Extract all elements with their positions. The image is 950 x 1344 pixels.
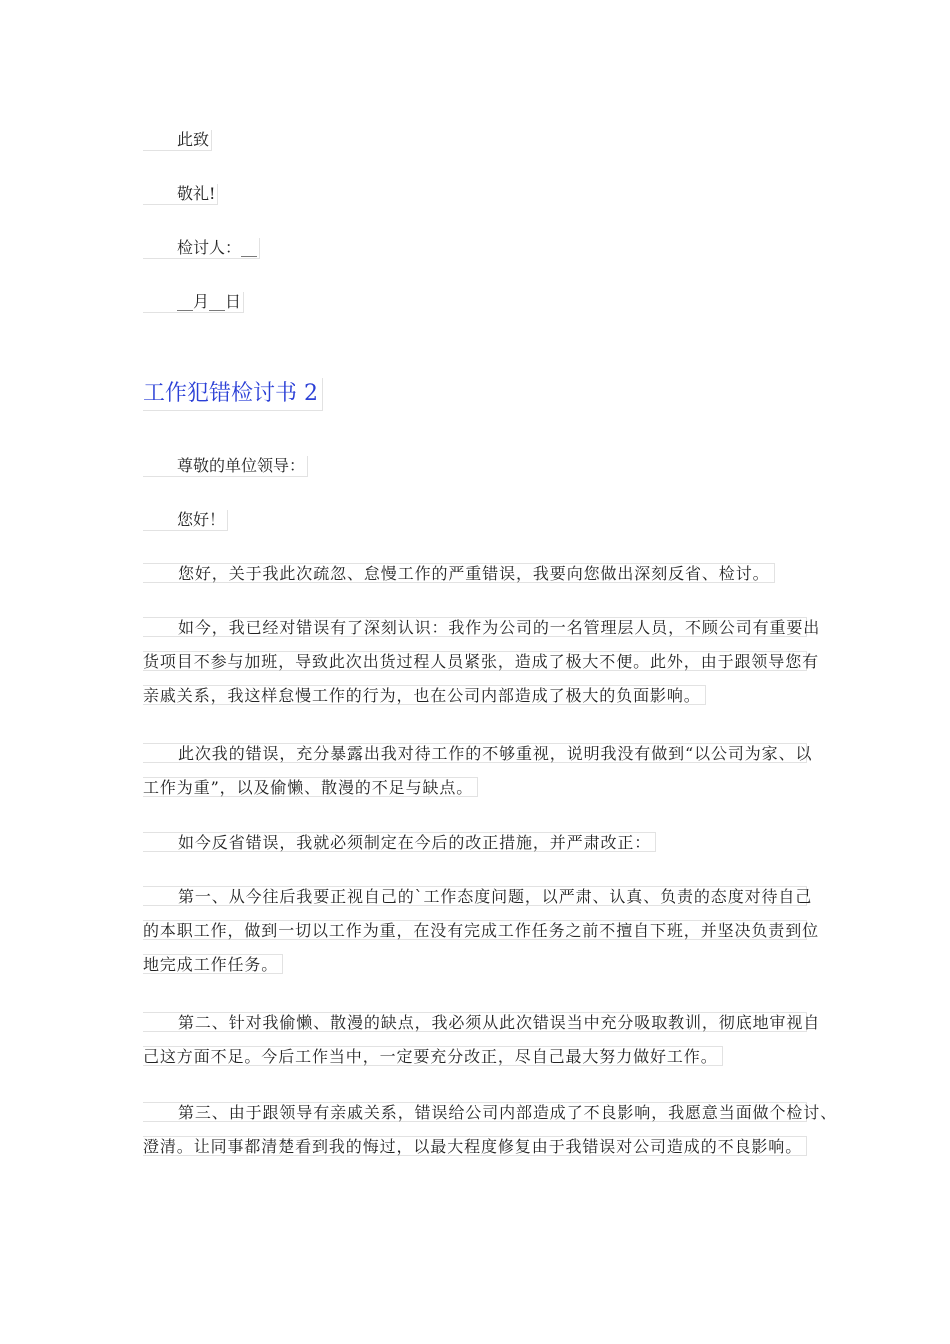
date-line [143,292,244,313]
paragraph-7-line-2: 澄清。让同事都清楚看到我的悔过，以最大程度修复由于我错误对公司造成的不良影响。 [143,1136,807,1156]
salutation-text: 尊敬的单位领导： [177,456,306,475]
salutation-line [143,456,308,477]
greeting-text: 您好！ [177,510,226,529]
closing-line-1 [143,130,212,151]
paragraph-1-line-1: 您好，关于我此次疏忽、怠慢工作的严重错误，我要向您做出深刻反省、检讨。 [143,563,775,583]
closing-line-2 [143,184,218,205]
paragraph-3 [143,743,813,811]
paragraph-6-line-2: 己这方面不足。今后工作当中，一定要充分改正，尽自己最大努力做好工作。 [143,1046,723,1066]
signature-text: 检讨人：__ [177,238,258,257]
greeting-line [143,510,228,531]
paragraph-5-line-1: 第一、从今往后我要正视自己的`工作态度问题，以严肃、认真、负责的态度对待自己 [143,886,807,906]
paragraph-2-line-3: 亲戚关系，我这样怠慢工作的行为，也在公司内部造成了极大的负面影响。 [143,685,706,705]
paragraph-5-line-3: 地完成工作任务。 [143,954,283,974]
paragraph-3-line-1: 此次我的错误，充分暴露出我对待工作的不够重视，说明我没有做到“以公司为家、以 [143,743,807,763]
paragraph-2-line-1: 如今，我已经对错误有了深刻认识：我作为公司的一名管理层人员，不顾公司有重要出 [143,617,807,637]
paragraph-7 [143,1102,838,1170]
paragraph-1 [143,563,807,597]
signature-line [143,238,260,259]
paragraph-6 [143,1012,821,1080]
paragraph-5 [143,886,820,988]
closing-text-2: 敬礼! [177,184,216,203]
paragraph-7-line-1: 第三、由于跟领导有亲戚关系，错误给公司内部造成了不良影响，我愿意当面做个检讨、 [143,1102,807,1122]
date-text: __月__日 [177,292,242,311]
paragraph-5-line-2: 的本职工作，做到一切以工作为重，在没有完成工作任务之前不擅自下班，并坚决负责到位 [143,921,820,940]
paragraph-6-line-1: 第二、针对我偷懒、散漫的缺点，我必须从此次错误当中充分吸取教训，彻底地审视自 [143,1012,807,1032]
closing-text-1: 此致 [177,130,210,149]
paragraph-4-line-1: 如今反省错误，我就必须制定在今后的改正措施，并严肃改正： [143,832,656,852]
paragraph-4 [143,832,807,866]
paragraph-2 [143,617,821,719]
paragraph-3-line-2: 工作为重”，以及偷懒、散漫的不足与缺点。 [143,777,478,797]
paragraph-2-line-2: 货项目不参与加班，导致此次出货过程人员紧张，造成了极大不便。此外，由于跟领导您有 [143,652,820,671]
section-heading: 工作犯错检讨书 2 [143,378,323,411]
